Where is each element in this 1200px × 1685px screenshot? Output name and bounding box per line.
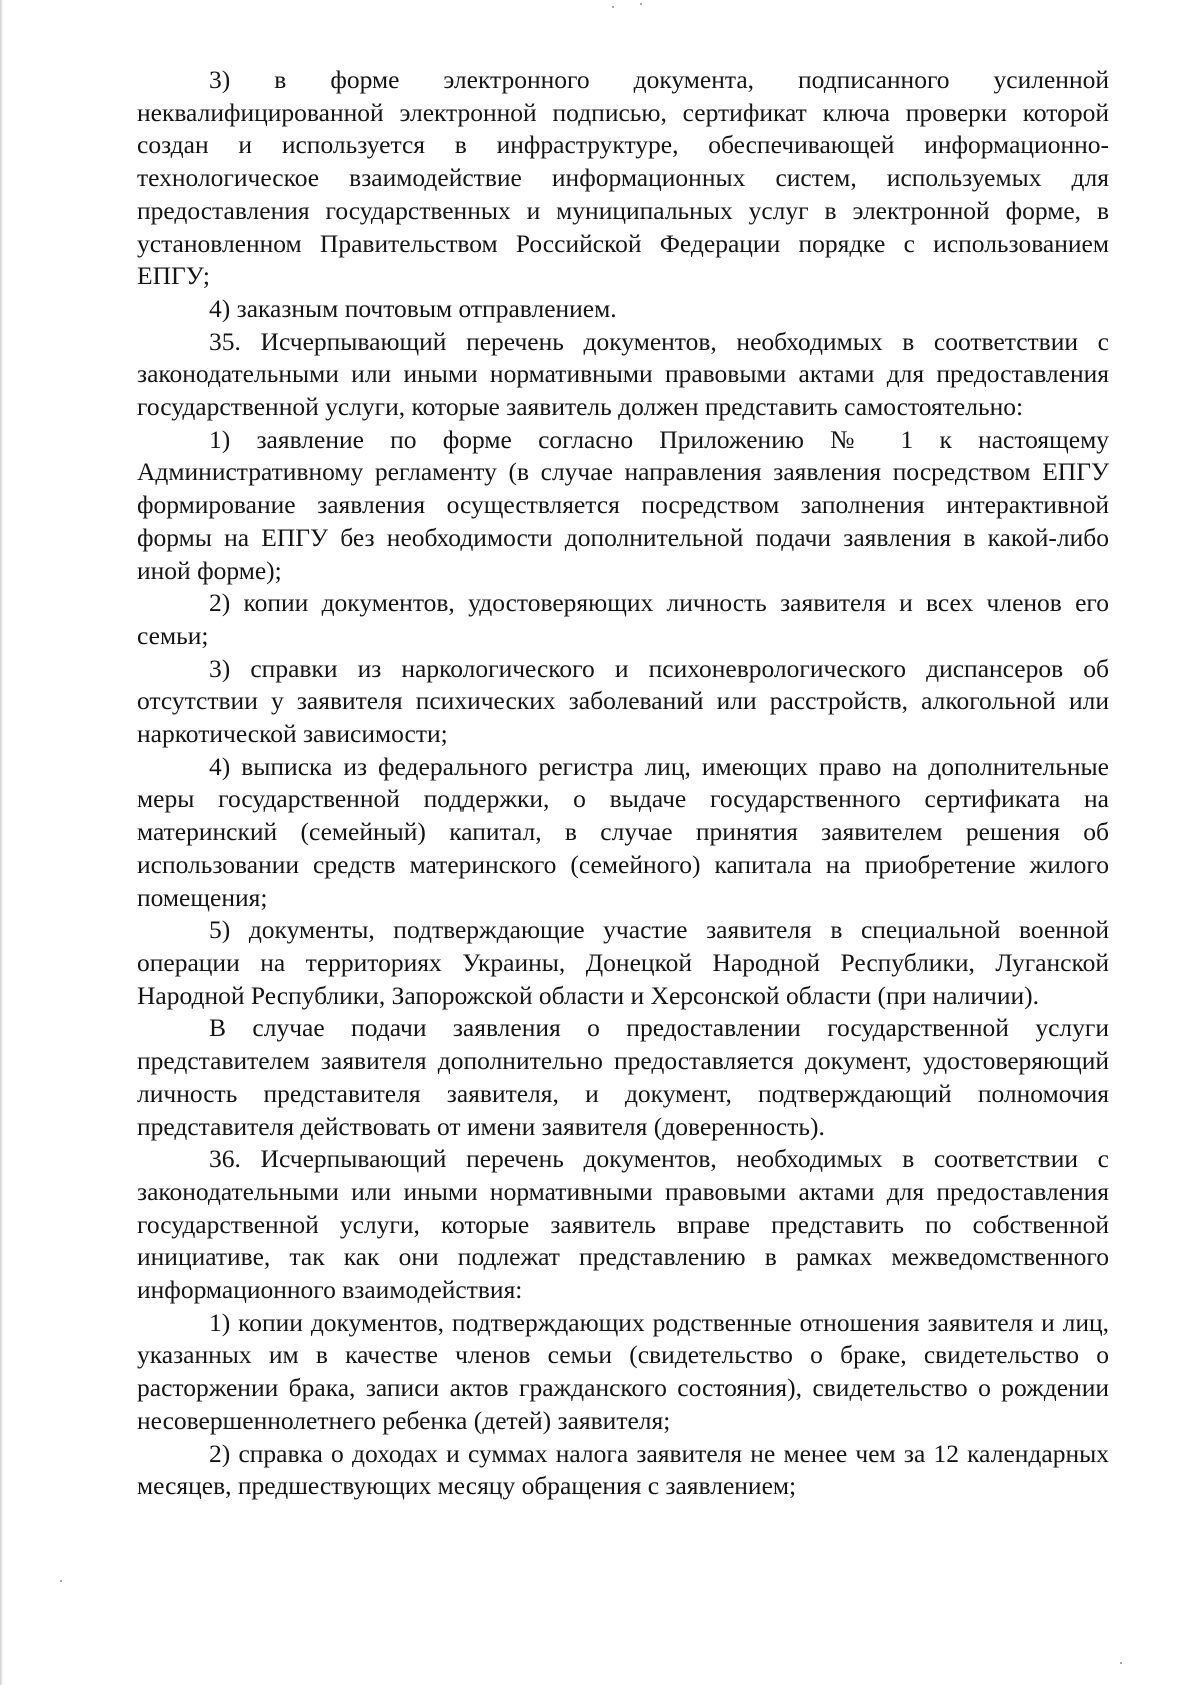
scan-speck xyxy=(640,3,642,5)
paragraph-clause-35-item-4: 4) выписка из федерального регистра лиц, имеющих право на дополнительные меры государственной поддержки, о выдаче государственного сертификата на материнский (семейный) капитал, в случае принятия заявителем решения об использовании средств материнского (семейного) капитала на приобретение жилого помещения; xyxy=(137,751,1109,912)
paragraph-clause-35-item-5: 5) документы, подтверждающие участие заявителя в специальной военной операции на территориях Украины, Донецкой Народной Республики, Луганской Народной Республики, Запорожской области и Херсонской области (при наличии). xyxy=(137,915,1109,1010)
paragraph-clause-35-item-1: 1) заявление по форме согласно Приложению № 1 к настоящему Административному регламенту (в случае направления заявления посредством ЕПГУ формирование заявления осуществляется посредством заполнения интерактивной формы на ЕПГУ без необходимости дополнительной подачи заявления в какой-либо иной форме); xyxy=(137,424,1109,585)
paragraph-item-4-registered-mail: 4) заказным почтовым отправлением. xyxy=(209,293,617,323)
paragraph-representative: В случае подачи заявления о предоставлении государственной услуги представителем заявителя дополнительно предоставляется документ, удостоверяющий личность представителя заявителя, и документ, подтверждающий полномочия представителя действовать от имени заявителя (доверенность). xyxy=(137,1013,1109,1141)
scan-speck xyxy=(60,1580,62,1582)
scan-edge-shadow xyxy=(0,0,3,1685)
paragraph-clause-36-item-2: 2) справка о доходах и суммах налога заявителя не менее чем за 12 календарных месяцев, предшествующих месяцу обращения с заявлением; xyxy=(137,1438,1109,1501)
paragraph-clause-36: 36. Исчерпывающий перечень документов, необходимых в соответствии с законодательными или иными нормативными правовыми актами для предоставления государственной услуги, которые заявитель вправе представить по собственной инициативе, так как они подлежат представлению в рамках межведомственного информационного взаимодействия: xyxy=(137,1144,1109,1305)
paragraph-clause-36-item-1: 1) копии документов, подтверждающих родственные отношения заявителя и лиц, указанных им в качестве членов семьи (свидетельство о браке, свидетельство о расторжении брака, записи актов гражданского состояния), свидетельство о рождении несовершеннолетнего ребенка (детей) заявителя; xyxy=(137,1307,1109,1435)
document-body xyxy=(137,64,1109,1503)
paragraph-clause-35-item-2: 2) копии документов, удостоверяющих личность заявителя и всех членов его семьи; xyxy=(137,588,1109,650)
paragraph-clause-35-item-3: 3) справки из наркологического и психоневрологического диспансеров об отсутствии у заявителя психических заболеваний или расстройств, алкогольной или наркотической зависимости; xyxy=(137,653,1109,749)
scan-speck xyxy=(1120,1662,1122,1664)
paragraph-clause-35: 35. Исчерпывающий перечень документов, необходимых в соответствии с законодательными или иными нормативными правовыми актами для предоставления государственной услуги, которые заявитель должен представить самостоятельно: xyxy=(137,326,1109,422)
scan-speck xyxy=(612,6,614,8)
paragraph-item-3-electronic-document: 3) в форме электронного документа, подписанного усиленной неквалифицированной электронной подписью, сертификат ключа проверки которой создан и используется в инфраструктуре, обеспечивающей информационно-технологическое взаимодействие информационных систем, используемых для предоставления государственных и муниципальных услуг в электронной форме, в установленном Правительством Российской Федерации порядке с использованием ЕПГУ; xyxy=(137,65,1109,291)
